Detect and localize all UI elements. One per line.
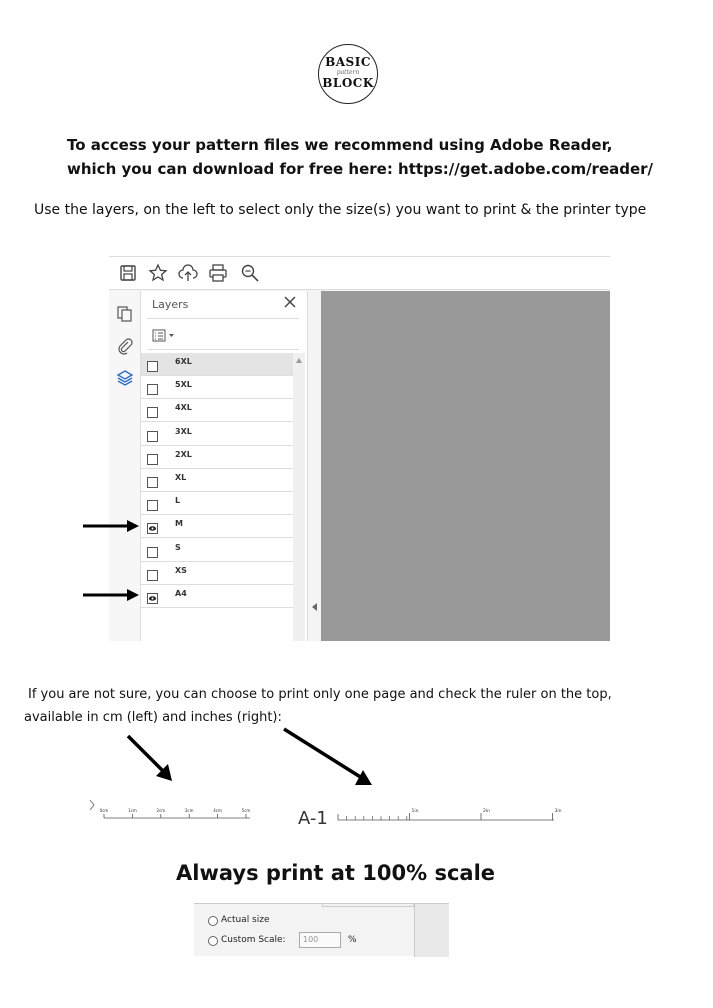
zoom-icon[interactable]	[240, 263, 260, 283]
star-icon[interactable]	[148, 263, 168, 283]
actual-size-label: Actual size	[221, 915, 270, 925]
dialog-side-panel	[414, 904, 449, 957]
layer-visibility-checkbox[interactable]	[147, 384, 158, 395]
ruler-cm	[88, 796, 258, 826]
percent-label: %	[348, 935, 357, 945]
save-icon[interactable]	[118, 263, 138, 283]
ruler-tick-label: 1cm	[128, 808, 137, 813]
ruler-inches	[336, 805, 562, 827]
eye-icon[interactable]	[147, 523, 158, 534]
layers-icon[interactable]	[116, 369, 134, 387]
layers-scrollbar[interactable]	[293, 353, 305, 641]
layer-row[interactable]	[141, 562, 293, 585]
upload-icon[interactable]	[178, 263, 198, 283]
acrobat-toolbar	[109, 257, 610, 290]
layer-visibility-checkbox[interactable]	[147, 361, 158, 372]
layer-visibility-checkbox[interactable]	[147, 500, 158, 511]
arrow-right-icon	[83, 588, 139, 602]
layer-row[interactable]	[141, 515, 293, 538]
print-scale-dialog	[194, 903, 449, 956]
ruler-tick-label: 1in	[411, 809, 419, 814]
layer-row[interactable]	[141, 492, 293, 515]
layer-row[interactable]	[141, 446, 293, 469]
ruler-instruction-line-2: available in cm (left) and inches (right):	[24, 710, 282, 725]
layers-panel-title: Layers	[152, 298, 189, 311]
logo-text-middle: pattern	[336, 69, 360, 76]
intro-line-1: To access your pattern files we recommend using Adobe Reader,	[67, 136, 613, 154]
ruler-tick-label: 3in	[554, 809, 562, 814]
layer-row[interactable]	[141, 423, 293, 446]
arrow-right-icon	[83, 519, 139, 533]
layer-label: 2XL	[175, 449, 192, 459]
eye-icon[interactable]	[147, 593, 158, 604]
pages-icon[interactable]	[116, 305, 134, 323]
close-icon[interactable]	[282, 294, 298, 310]
intro-line-2: which you can download for free here: https://get.adobe.com/reader/	[67, 160, 654, 178]
ruler-tick-label: 2in	[483, 809, 490, 814]
layer-label: S	[175, 542, 181, 552]
ruler-instruction-line-1: If you are not sure, you can choose to print only one page and check the ruler on the top,	[28, 687, 612, 702]
page-label: A-1	[298, 808, 328, 829]
ruler-tick-label: 0cm	[99, 808, 109, 813]
custom-scale-radio[interactable]	[208, 936, 218, 946]
ruler-tick-label: 2cm	[156, 808, 166, 813]
layer-label: 3XL	[175, 426, 192, 436]
scale-heading: Always print at 100% scale	[176, 861, 496, 885]
ruler-tick-label: 4cm	[213, 808, 222, 813]
ruler-tick-label: 3cm	[184, 808, 194, 813]
layer-label: M	[175, 519, 183, 529]
arrow-down-right-icon	[128, 736, 172, 781]
layer-row[interactable]	[141, 353, 293, 376]
layer-row[interactable]	[141, 376, 293, 399]
arrow-down-right-icon	[284, 729, 372, 785]
ruler-tick-label: 5cm	[241, 808, 251, 813]
scroll-up-icon[interactable]	[296, 358, 302, 363]
layer-label: 6XL	[175, 357, 192, 366]
acrobat-screenshot	[109, 256, 610, 640]
layer-label: XL	[175, 473, 187, 482]
actual-size-radio[interactable]	[208, 916, 218, 926]
layer-label: XS	[175, 565, 187, 575]
layer-visibility-checkbox[interactable]	[147, 547, 158, 558]
print-icon[interactable]	[208, 263, 228, 283]
custom-scale-input[interactable]: 100	[299, 932, 341, 948]
layers-panel	[141, 291, 307, 641]
logo-text-top: BASIC	[325, 55, 371, 69]
options-menu-icon[interactable]	[152, 329, 178, 343]
panel-collapse-handle[interactable]	[307, 291, 321, 641]
layer-visibility-checkbox[interactable]	[147, 570, 158, 581]
collapse-arrow-icon[interactable]	[312, 603, 317, 611]
layer-row[interactable]	[141, 539, 293, 562]
layer-row[interactable]	[141, 399, 293, 422]
logo-text-bottom: BLOCK	[322, 76, 374, 90]
layer-label: 5XL	[175, 380, 192, 390]
layer-label: 4XL	[175, 403, 192, 413]
attachment-icon[interactable]	[116, 337, 134, 355]
layer-visibility-checkbox[interactable]	[147, 431, 158, 442]
layers-instruction: Use the layers, on the left to select only the size(s) you want to print & the printer type	[34, 202, 647, 218]
document-view	[321, 291, 610, 641]
layer-label: L	[175, 496, 181, 506]
layer-row[interactable]	[141, 469, 293, 492]
layer-row[interactable]	[141, 585, 293, 608]
layer-visibility-checkbox[interactable]	[147, 407, 158, 418]
layer-visibility-checkbox[interactable]	[147, 477, 158, 488]
layer-label: A4	[175, 589, 187, 598]
layer-visibility-checkbox[interactable]	[147, 454, 158, 465]
custom-scale-label: Custom Scale:	[221, 935, 286, 945]
brand-logo	[318, 44, 378, 104]
